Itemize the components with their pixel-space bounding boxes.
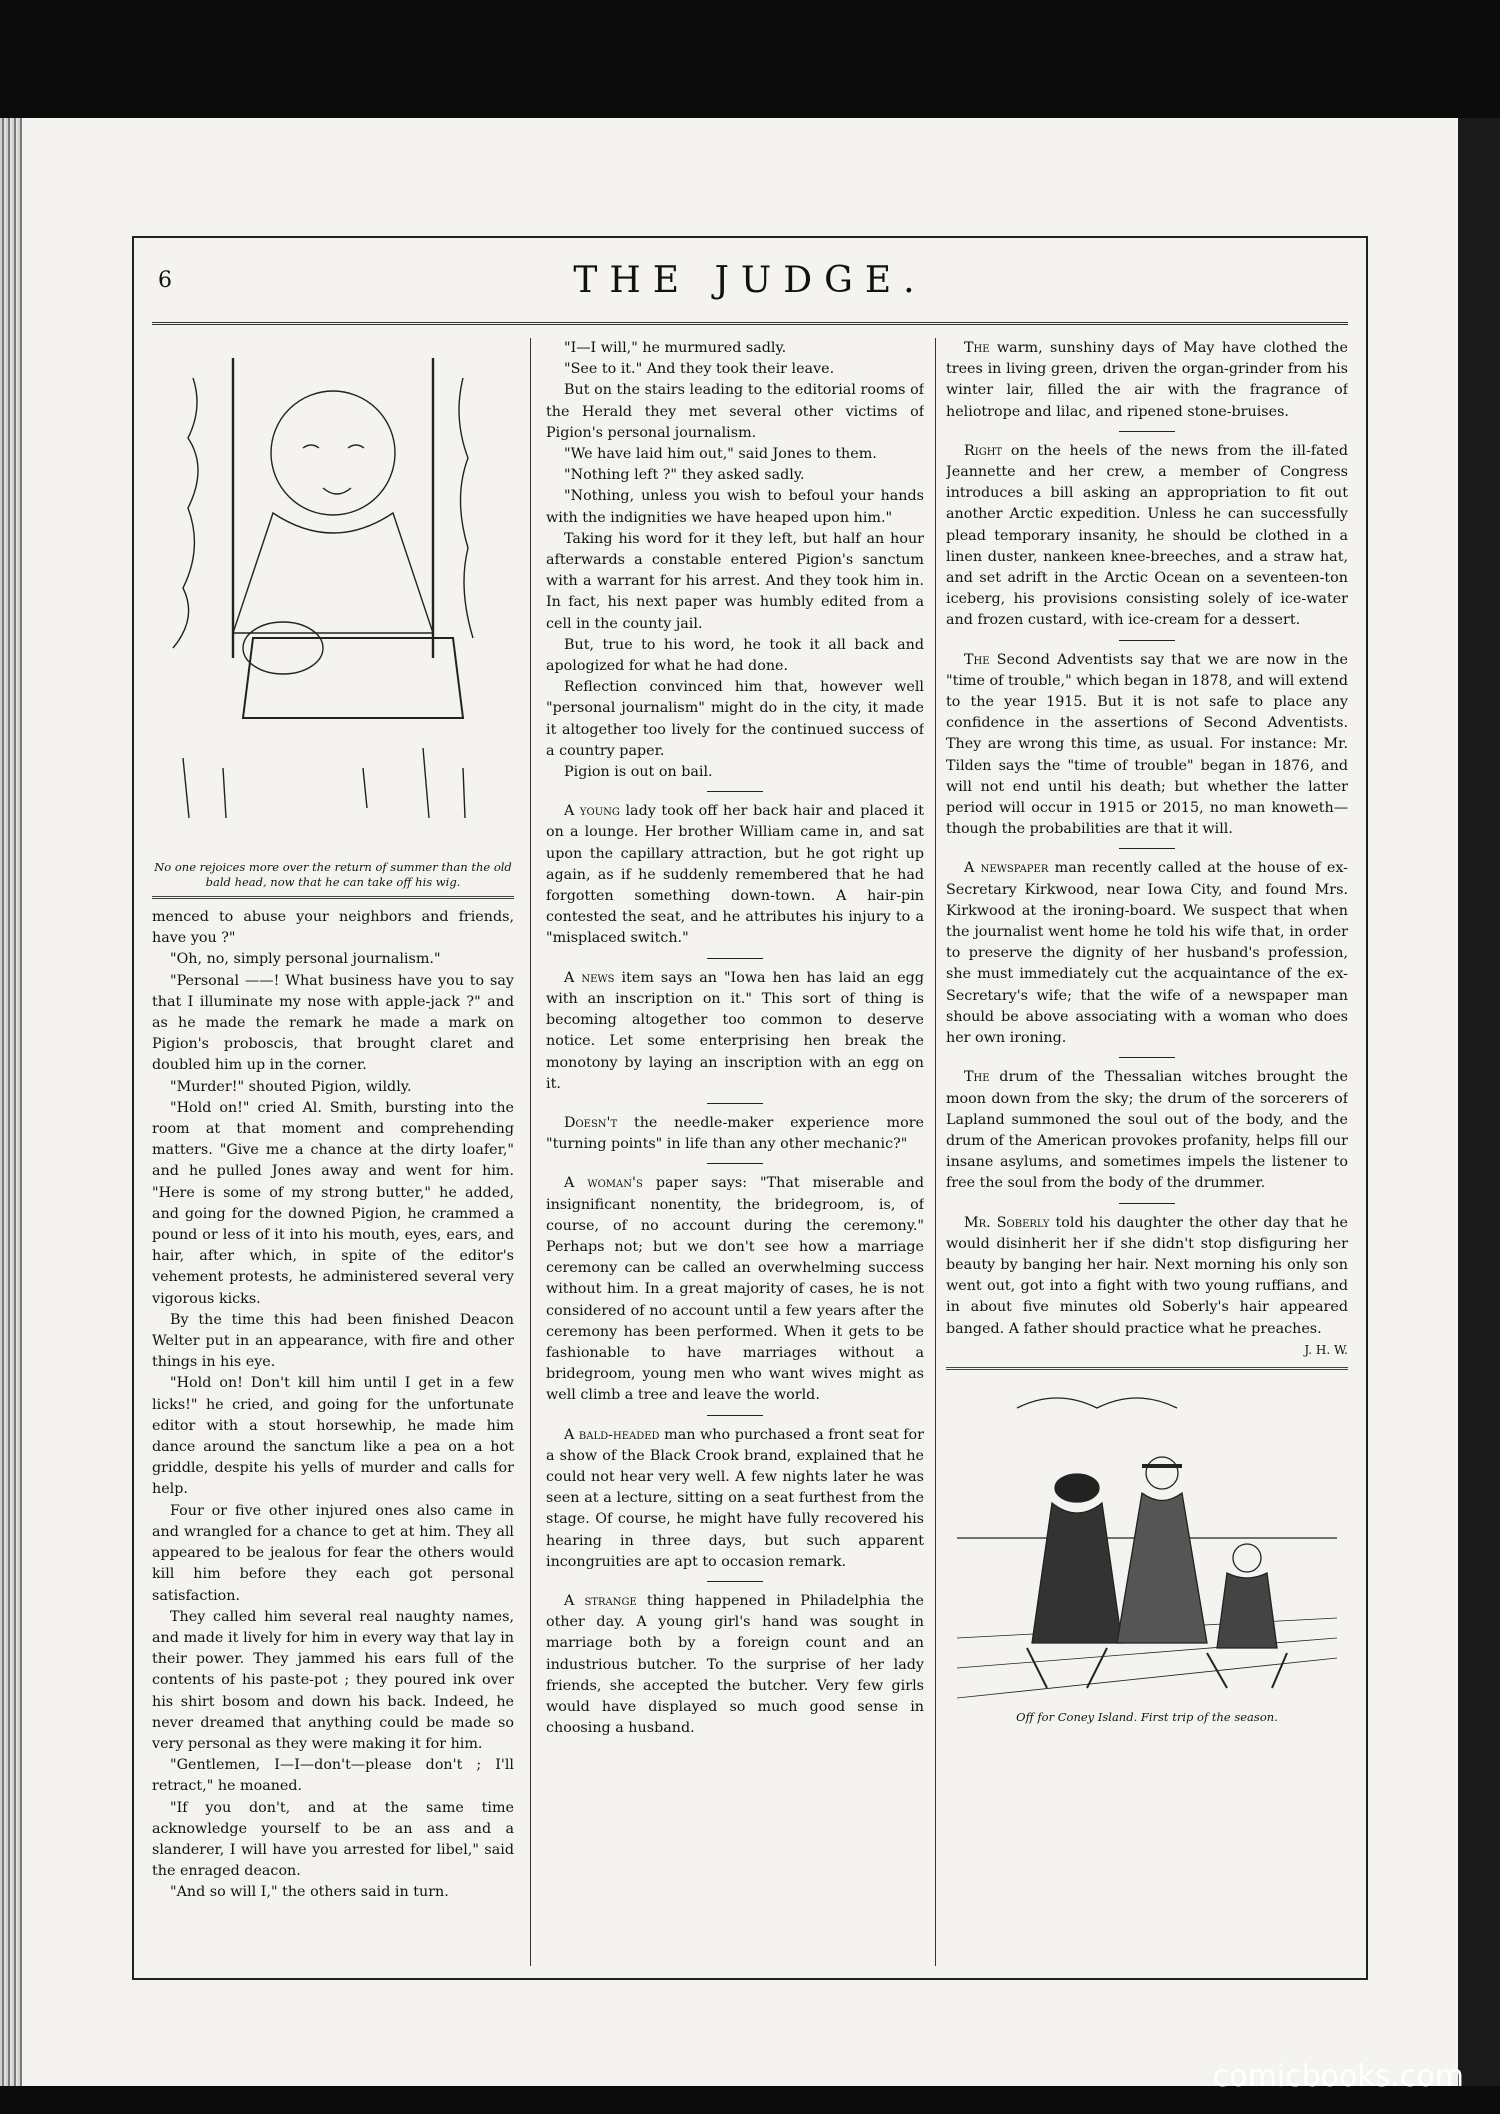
column-1 [152, 338, 514, 1966]
item-text: drum of the Thessalian witches brought the moon down from the sky; the drum of the sorcerers of Lapland summoned the soul out of the body, and the drum of the American provokes profanity, helps fill our insane asylums, and sometimes impels the listener to free the soul from the body of the drummer. [946, 1069, 1348, 1192]
coney-island-illustration [957, 1378, 1337, 1708]
column-1-text [152, 907, 514, 1904]
paragraph: "If you don't, and at the same time acknowledge yourself to be an ass and a slanderer, I will have you arrested for libel," said the enraged deacon. [152, 1799, 514, 1880]
news-item [946, 441, 1348, 632]
watermark: comicbooks.com [1212, 2059, 1464, 2094]
item-rule [707, 958, 763, 959]
paragraph: "See to it." And they took their leave. [564, 361, 835, 378]
illustration-caption: Off for Coney Island. First trip of the season. [1016, 1709, 1278, 1724]
item-text: lady took off her back hair and placed it on a lounge. Her brother William came in, and sat upon the capillary attraction, but he got right up again, as if he suddenly remembered that he had forgotten something down-town. A hair-pin contested the seat, and he attributes his injury to a "misplaced switch." [546, 803, 924, 947]
bald-man-illustration [163, 338, 503, 858]
column-divider [935, 338, 936, 1966]
paragraph: "Hold on! Don't kill him until I get in a few licks!" he cried, and going for the unfortunate editor with a stout horsewhip, he made him dance around the sanctum like a pea on a hot griddle, despite his yells of murder and calls for help. [152, 1375, 514, 1498]
item-rule [1119, 1057, 1175, 1058]
paragraph: "Hold on!" cried Al. Smith, bursting into the room at that moment and comprehending matters. "Give me a chance at the dirty loafer," and he pulled Jones away and went for him. "Here is some of my strong butter," he added, and going for the downed Pigion, he crammed a pound or less of it into his mouth, eyes, ears, and hair, after which, in spite of the editor's vehement protests, he administered several very vigorous kicks. [152, 1099, 514, 1307]
page-frame [132, 236, 1368, 1980]
paragraph: Taking his word for it they left, but half an hour afterwards a constable entered Pigion's sanctum with a warrant for his arrest. And they took him in. In fact, his next paper was humbly edited from a cell in the county jail. [546, 530, 924, 632]
item-rule [1119, 1203, 1175, 1204]
book-spine [0, 118, 22, 2086]
lead-word: Doesn't [564, 1114, 618, 1131]
lead-word: The [964, 340, 990, 356]
item-rule [707, 1103, 763, 1104]
paragraph: "We have laid him out," said Jones to them. [564, 446, 877, 463]
item-text: warm, sunshiny days of May have clothed the trees in living green, driven the organ-grinder from his winter lair, filled the air with the fragrance of heliotrope and lilac, and ripened stone-bruises. [946, 340, 1348, 420]
news-item [546, 1173, 924, 1406]
column-2 [546, 338, 924, 1966]
illustration-rule [946, 1367, 1348, 1370]
item-rule [707, 1415, 763, 1416]
paragraph: "I—I will," he murmured sadly. [564, 340, 787, 356]
item-rule [707, 1581, 763, 1582]
paragraph: "Nothing, unless you wish to befoul your hands with the indignities we have heaped upon him." [546, 488, 924, 526]
paragraph: By the time this had been finished Deacon Welter put in an appearance, with fire and other things in his eye. [152, 1311, 514, 1371]
item-text: Second Adventists say that we are now in the "time of trouble," which began in 1878, and will extend to the year 1915. But it is not safe to place any confidence in the assertions of Second Adventists. They are wrong this time, as usual. For instance: Mr. Tilden says the "time of trouble" began in 1876, and will not end until his death; but whether the latter period will occur in 1915 or 2015, no man knoweth—though the probabilities are that it will. [946, 651, 1348, 838]
column-divider [530, 338, 531, 1966]
news-item [546, 968, 924, 1095]
news-item [946, 338, 1348, 423]
news-item [546, 1425, 924, 1573]
news-item [546, 801, 924, 949]
illustration-caption: No one rejoices more over the return of summer than the old bald head, now that he can take off his wig. [154, 860, 512, 889]
news-item [946, 650, 1348, 841]
paragraph: They called him several real naughty names, and made it lively for him in every way that lay in their power. They jammed his ears full of the contents of his paste-pot ; they poured ink over his shirt bosom and down his back. Indeed, he never dreamed that anything could be made so very personal as they were making it for him. [152, 1608, 514, 1752]
caption-rule [152, 896, 514, 899]
item-text: thing happened in Philadelphia the other day. A young girl's hand was sought in marriage both by a foreign count and an industrious butcher. To the surprise of her lady friends, she accepted the butcher. Very few girls would have displayed so much good sense in choosing a husband. [546, 1592, 924, 1737]
paragraph: But, true to his word, he took it all back and apologized for what he had done. [546, 636, 924, 675]
lead-word: A news [564, 969, 615, 986]
paragraph: "Murder!" shouted Pigion, wildly. [170, 1078, 412, 1095]
paragraph: Reflection convinced him that, however well "personal journalism" might do in the city, it made it altogether too lively for the continued success of a country paper. [546, 679, 924, 759]
item-text: the needle-maker experience more "turning points" in life than any other mechanic?" [546, 1114, 924, 1153]
item-text: told his daughter the other day that he would disinherit her if she didn't stop disfiguring her beauty by banging her hair. Next morning his only son went out, got into a fight with two young ruffians, and in about five minutes old Soberly's hair appeared banged. A father should practice what he preaches. [946, 1214, 1348, 1337]
lead-word: Right [964, 442, 1003, 459]
lead-word: Mr. Soberly [964, 1214, 1050, 1231]
item-text: on the heels of the news from the ill-fated Jeannette and her crew, a member of Congress introduces a bill asking an appropriation to fit out another Arctic expedition. Unless he can successfully plead temporary insanity, he should be clothed in a linen duster, nankeen knee-breeches, and a straw hat, and set adrift in the Arctic Ocean on a seventeen-ton iceberg, his provisions consisting solely of ice-water and frozen custard, with ice-cream for a dessert. [946, 442, 1348, 629]
item-rule [707, 1163, 763, 1164]
paragraph: But on the stairs leading to the editorial rooms of the Herald they met several other victims of Pigion's personal journalism. [546, 382, 924, 441]
item-rule [1119, 431, 1175, 432]
news-item [546, 1591, 924, 1739]
masthead-title: THE JUDGE. [573, 260, 927, 301]
paragraph: Pigion is out on bail. [564, 764, 713, 781]
lead-word: A young [564, 803, 620, 820]
paragraph: "Gentlemen, I—I—don't—please don't ; I'll retract," he moaned. [152, 1757, 514, 1795]
paragraph: "Oh, no, simply personal journalism." [170, 951, 441, 968]
lead-word: A woman's [564, 1175, 643, 1192]
masthead-rule [152, 322, 1348, 325]
item-text: paper says: "That miserable and insignificant nonentity, the bridegroom, is, of course, of no account during the ceremony." Perhaps not; but we don't see how a marriage ceremony can be called an overwhelming success without him. In a great majority of cases, he is not considered of no account until a few years after the ceremony has been performed. When it gets to be fashionable to have marriages without a bridegroom, young men who want wives might as well climb a tree and leave the world. [546, 1175, 924, 1404]
item-rule [707, 791, 763, 792]
lead-word: The [964, 651, 990, 668]
column-3 [946, 338, 1348, 1966]
news-item [946, 1213, 1348, 1357]
paragraph: "Nothing left ?" they asked sadly. [564, 467, 805, 484]
lead-word: A strange [564, 1592, 637, 1609]
item-rule [1119, 848, 1175, 849]
news-item [946, 858, 1348, 1049]
item-rule [1119, 640, 1175, 641]
paragraph: "Personal ——! What business have you to say that I illuminate my nose with apple-jack ?" and as he made the remark he made a mark on Pigion's proboscis, that brought claret and doubled him up in the corner. [152, 972, 514, 1074]
paragraph: "And so will I," the others said in turn. [170, 1884, 449, 1901]
paragraph: menced to abuse your neighbors and friends, have you ?" [152, 909, 514, 947]
news-item [546, 1113, 924, 1155]
lead-word: A bald-headed [564, 1426, 660, 1443]
page-number: 6 [158, 268, 172, 293]
item-text: man recently called at the house of ex-Secretary Kirkwood, near Iowa City, and found Mrs. Kirkwood at the ironing-board. We suspect that when the journalist went home he told his wife that, in order to preserve the dignity of her husband's profession, she must immediately cut the acquaintance of the ex-Secretary's wife; that the wife of a newspaper man should be above associating with a woman who does her own ironing. [946, 860, 1348, 1047]
lead-word: A newspaper [964, 860, 1049, 877]
paragraph: Four or five other injured ones also came in and wrangled for a chance to get at him. They all appeared to be jealous for fear the others would kill him before they each got personal satisfaction. [152, 1502, 514, 1604]
lead-word: The [964, 1069, 990, 1086]
news-item [946, 1067, 1348, 1194]
item-text: item says an "Iowa hen has laid an egg with an inscription on it." This sort of thing is becoming altogether too common to deserve notice. Let some enterprising hen break the monotony by laying an inscription with an egg on it. [546, 969, 924, 1092]
item-text: man who purchased a front seat for a show of the Black Crook brand, explained that he could not hear very well. A few nights later he was seen at a lecture, sitting on a seat furthest from the stage. Of course, he might have fully recovered his hearing in three days, but such apparent incongruities are apt to occasion remark. [546, 1426, 924, 1570]
author-signature: J. H. W. [1304, 1342, 1348, 1357]
page-edge [1458, 118, 1500, 2086]
